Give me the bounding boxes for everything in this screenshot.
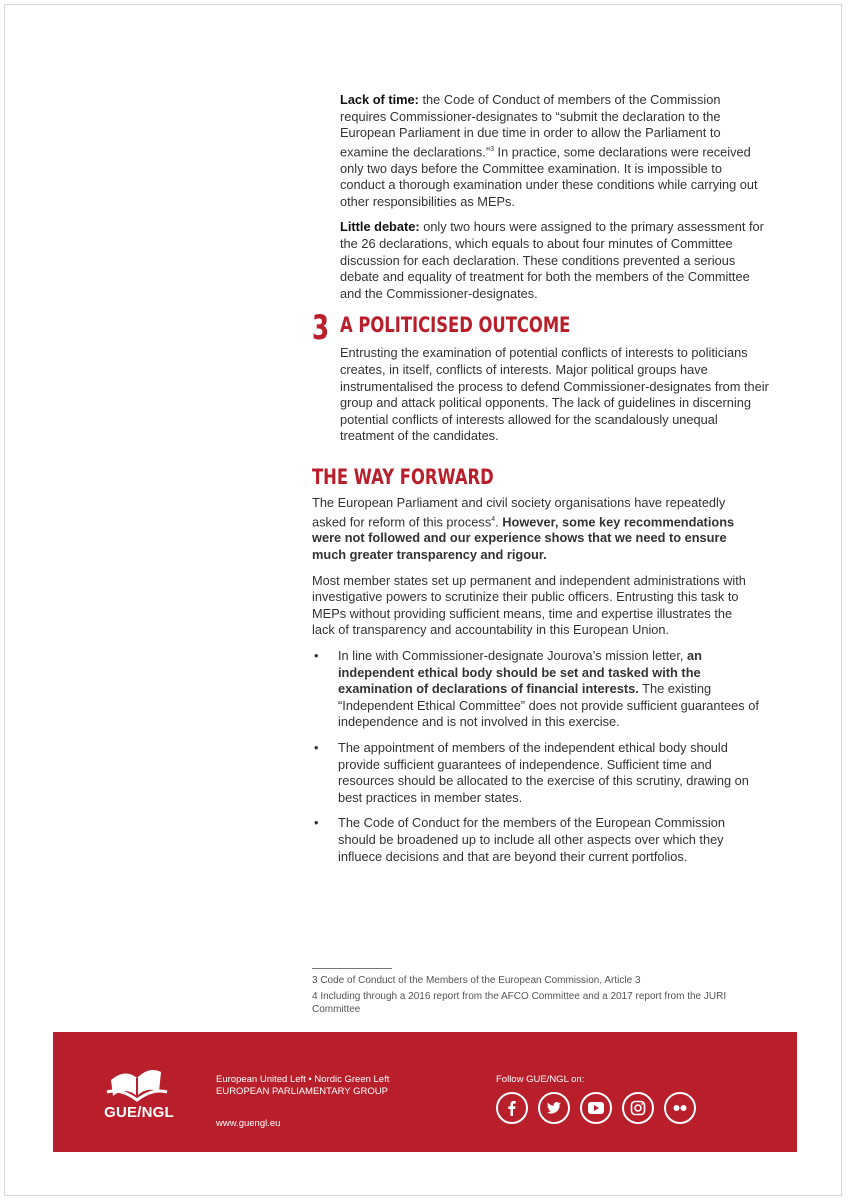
- b2-text: The appointment of members of the independent ethical body should provide sufficient guarantees of independence. Sufficient time and resources should be allocated to the exercise of this scrutiny, drawing on best practices in member states.: [338, 739, 749, 805]
- footnotes: [312, 968, 762, 1019]
- list-item: [312, 648, 763, 731]
- book-flag-icon: [99, 1062, 173, 1104]
- way-forward-heading: THE WAY FORWARD: [312, 464, 494, 489]
- wf-p1-text-a: The European Parliament and civil society organisations have repeatedly asked for reform of this process: [312, 494, 726, 529]
- lack-of-time-paragraph: [340, 92, 770, 210]
- little-debate-label: Little debate:: [340, 219, 420, 235]
- footnote-ref-4: 4: [491, 515, 496, 523]
- bullet-icon: •: [314, 739, 319, 755]
- instagram-icon[interactable]: [622, 1092, 654, 1124]
- footnote-divider: [312, 968, 392, 969]
- bullet-icon: •: [314, 815, 319, 831]
- b1-text-b: The existing “Independent Ethical Committee” does not provide sufficient guarantees of independence and is not involved in this exercise.: [338, 681, 759, 730]
- bullet-icon: •: [314, 647, 319, 663]
- org-name: [216, 1074, 389, 1098]
- way-forward-paragraph-2: Most member states set up permanent and independent administrations with investigative powers to scrutinize their public officers. Entrusting this task to MEPs without providing sufficient means, time and expertise illustrates the lack of transparency and accountability in this European Union.: [312, 572, 746, 638]
- b1-bold: an independent ethical body should be set and tasked with the examination of declarations of financial interests.: [338, 647, 702, 697]
- section-3-paragraph: Entrusting the examination of potential conflicts of interests to politicians creates, in itself, conflicts of interests. Major political groups have instrumentalised the process to defend Commissioner-designates from their group and attack political opponents. The lack of guidelines in discerning potential conflicts of interests allowed for the scandalously unequal treatment of the candidates.: [340, 345, 769, 444]
- b1-text-a: In line with Commissioner-designate Jourova’s mission letter,: [338, 647, 687, 663]
- list-item: [312, 740, 763, 806]
- youtube-icon[interactable]: [580, 1092, 612, 1124]
- website-link[interactable]: www.guengl.eu: [216, 1118, 281, 1129]
- list-item: [312, 815, 763, 865]
- footnote-4: 4 Including through a 2016 report from the AFCO Committee and a 2017 report from the JURI Committee: [312, 991, 727, 1015]
- follow-label: Follow GUE/NGL on:: [496, 1074, 585, 1085]
- section-number: 3: [312, 308, 330, 349]
- wf-p1-bold: However, some key recommendations were not followed and our experience shows that we need to ensure much greater transparency and rigour.: [312, 513, 735, 562]
- flickr-icon[interactable]: [664, 1092, 696, 1124]
- social-links: [496, 1092, 696, 1124]
- facebook-icon[interactable]: [496, 1092, 528, 1124]
- lack-of-time-text-b: In practice, some declarations were received only two days before the Committee examination. It is impossible to conduct a thorough examination under these conditions while carrying out other responsibilities as MEPs.: [340, 144, 758, 209]
- footnote-ref-3: 3: [490, 145, 494, 153]
- little-debate-paragraph: [340, 219, 770, 302]
- lack-of-time-text-a: the Code of Conduct of members of the Commission requires Commissioner-designates to “submit the declaration to the European Parliament in due time in order to allow the Parliament to examine the declarations.”: [340, 92, 721, 160]
- main-content: [312, 92, 767, 874]
- section-3-heading: [312, 308, 767, 349]
- way-forward-paragraph-1: [312, 495, 757, 564]
- wf-p1-text-b: .: [495, 513, 503, 529]
- logo-text: GUE/NGL: [104, 1104, 174, 1121]
- little-debate-text: only two hours were assigned to the primary assessment for the 26 declarations, which equals to about four minutes of Committee discussion for each declaration. These conditions prevented a serious debate and equality of treatment for both the members of the Committee and the Commissioner-designates.: [340, 219, 764, 301]
- twitter-icon[interactable]: [538, 1092, 570, 1124]
- footer-banner: [53, 1032, 797, 1152]
- gue-ngl-logo[interactable]: [99, 1062, 174, 1121]
- org-line-1: European United Left • Nordic Green Left: [216, 1074, 390, 1085]
- footnote-3: 3 Code of Conduct of the Members of the European Commission, Article 3: [312, 975, 641, 986]
- lack-of-time-label: Lack of time:: [340, 92, 419, 107]
- section-title: A POLITICISED OUTCOME: [340, 313, 571, 338]
- org-line-2: EUROPEAN PARLIAMENTARY GROUP: [216, 1086, 388, 1097]
- b3-text: The Code of Conduct for the members of the European Commission should be broadened up to include all other aspects over which they influece decisions and that are beyond their current portfolios.: [338, 815, 725, 864]
- recommendations-list: [312, 648, 767, 865]
